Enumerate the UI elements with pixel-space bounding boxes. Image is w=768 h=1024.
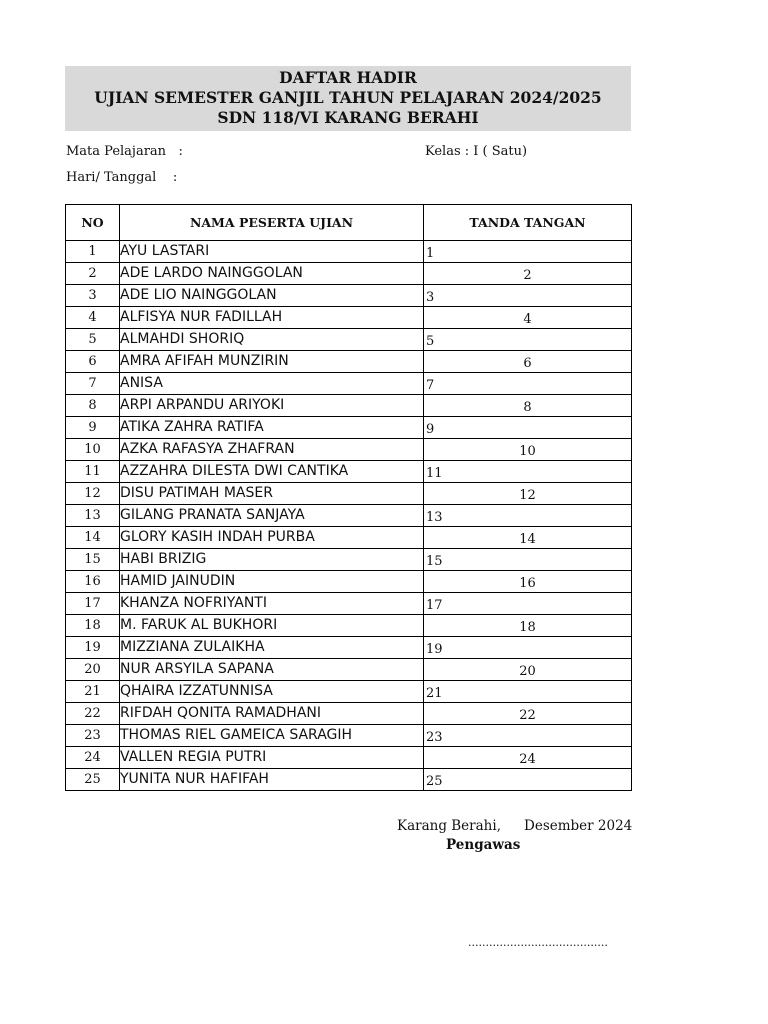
signature-number: 4: [523, 312, 532, 327]
signature-cell[interactable]: [424, 285, 632, 307]
signature-cell[interactable]: [424, 241, 632, 263]
signature-number: 2: [523, 268, 532, 283]
row-number: 12: [66, 483, 120, 505]
supervisor-title: Pengawas: [446, 837, 521, 853]
row-number: 10: [66, 439, 120, 461]
table-row: [66, 505, 632, 527]
signature-number: 12: [519, 488, 536, 503]
signature-number: 23: [426, 730, 443, 745]
title-line-3: SDN 118/VI KARANG BERAHI: [217, 108, 479, 127]
row-number: 6: [66, 351, 120, 373]
participant-name: ALFISYA NUR FADILLAH: [120, 307, 424, 329]
table-row: [66, 615, 632, 637]
participant-name: HABI BRIZIG: [120, 549, 424, 571]
signature-number: 21: [426, 686, 443, 701]
participant-name: NUR ARSYILA SAPANA: [120, 659, 424, 681]
row-number: 25: [66, 769, 120, 791]
signature-cell[interactable]: [424, 483, 632, 505]
row-number: 14: [66, 527, 120, 549]
row-number: 3: [66, 285, 120, 307]
signature-cell[interactable]: [424, 703, 632, 725]
row-number: 20: [66, 659, 120, 681]
table-row: [66, 659, 632, 681]
participant-name: RIFDAH QONITA RAMADHANI: [120, 703, 424, 725]
participant-name: DISU PATIMAH MASER: [120, 483, 424, 505]
document-title-band: [65, 66, 631, 131]
table-row: [66, 373, 632, 395]
signature-cell[interactable]: [424, 329, 632, 351]
signature-number: 7: [426, 378, 435, 393]
signature-cell[interactable]: [424, 637, 632, 659]
signature-cell[interactable]: [424, 593, 632, 615]
signature-number: 8: [523, 400, 532, 415]
row-number: 2: [66, 263, 120, 285]
participant-name: MIZZIANA ZULAIKHA: [120, 637, 424, 659]
signature-cell[interactable]: [424, 549, 632, 571]
signature-cell[interactable]: [424, 263, 632, 285]
participant-name: ANISA: [120, 373, 424, 395]
signature-cell[interactable]: [424, 571, 632, 593]
participant-name: AYU LASTARI: [120, 241, 424, 263]
signature-number: 20: [519, 664, 536, 679]
participant-name: VALLEN REGIA PUTRI: [120, 747, 424, 769]
row-number: 7: [66, 373, 120, 395]
table-row: [66, 747, 632, 769]
signature-number: 16: [519, 576, 536, 591]
signature-cell[interactable]: [424, 505, 632, 527]
participant-name: ADE LIO NAINGGOLAN: [120, 285, 424, 307]
signature-cell[interactable]: [424, 659, 632, 681]
row-number: 13: [66, 505, 120, 527]
table-row: [66, 241, 632, 263]
row-number: 8: [66, 395, 120, 417]
subject-label: Mata Pelajaran :: [66, 144, 183, 159]
row-number: 19: [66, 637, 120, 659]
signature-number: 22: [519, 708, 536, 723]
row-number: 9: [66, 417, 120, 439]
column-header-no: NO: [66, 205, 120, 241]
signature-cell[interactable]: [424, 395, 632, 417]
signature-cell[interactable]: [424, 615, 632, 637]
date-label: Hari/ Tanggal :: [66, 170, 178, 185]
footer-date: Desember 2024: [524, 818, 633, 834]
signature-number: 9: [426, 422, 435, 437]
table-header-row: [66, 205, 632, 241]
table-row: [66, 461, 632, 483]
signature-cell[interactable]: [424, 747, 632, 769]
signature-cell[interactable]: [424, 725, 632, 747]
row-number: 23: [66, 725, 120, 747]
signature-cell[interactable]: [424, 527, 632, 549]
signature-number: 6: [523, 356, 532, 371]
attendance-table: [65, 204, 632, 791]
table-row: [66, 549, 632, 571]
participant-name: YUNITA NUR HAFIFAH: [120, 769, 424, 791]
row-number: 5: [66, 329, 120, 351]
table-row: [66, 527, 632, 549]
table-body: [66, 241, 632, 791]
row-number: 22: [66, 703, 120, 725]
signature-cell[interactable]: [424, 307, 632, 329]
signature-number: 3: [426, 290, 435, 305]
signature-cell[interactable]: [424, 373, 632, 395]
row-number: 21: [66, 681, 120, 703]
table-row: [66, 483, 632, 505]
participant-name: KHANZA NOFRIYANTI: [120, 593, 424, 615]
participant-name: HAMID JAINUDIN: [120, 571, 424, 593]
table-row: [66, 417, 632, 439]
participant-name: GILANG PRANATA SANJAYA: [120, 505, 424, 527]
participant-name: ARPI ARPANDU ARIYOKI: [120, 395, 424, 417]
signature-number: 14: [519, 532, 536, 547]
signature-cell[interactable]: [424, 769, 632, 791]
participant-name: AMRA AFIFAH MUNZIRIN: [120, 351, 424, 373]
participant-name: ATIKA ZAHRA RATIFA: [120, 417, 424, 439]
participant-name: ADE LARDO NAINGGOLAN: [120, 263, 424, 285]
title-line-1: DAFTAR HADIR: [279, 68, 417, 87]
signature-number: 25: [426, 774, 443, 789]
signature-cell[interactable]: [424, 439, 632, 461]
table-row: [66, 395, 632, 417]
signature-number: 18: [519, 620, 536, 635]
row-number: 18: [66, 615, 120, 637]
table-row: [66, 351, 632, 373]
row-number: 16: [66, 571, 120, 593]
footer-place: Karang Berahi,: [397, 818, 501, 834]
participant-name: GLORY KASIH INDAH PURBA: [120, 527, 424, 549]
column-header-name: NAMA PESERTA UJIAN: [120, 205, 424, 241]
table-row: [66, 637, 632, 659]
table-row: [66, 593, 632, 615]
signature-number: 13: [426, 510, 443, 525]
participant-name: AZZAHRA DILESTA DWI CANTIKA: [120, 461, 424, 483]
participant-name: QHAIRA IZZATUNNISA: [120, 681, 424, 703]
participant-name: M. FARUK AL BUKHORI: [120, 615, 424, 637]
table-row: [66, 681, 632, 703]
row-number: 17: [66, 593, 120, 615]
table-row: [66, 725, 632, 747]
table-row: [66, 769, 632, 791]
signature-line: ........................................: [468, 936, 608, 949]
signature-number: 15: [426, 554, 443, 569]
participant-name: ALMAHDI SHORIQ: [120, 329, 424, 351]
column-header-signature: TANDA TANGAN: [424, 205, 632, 241]
table-row: [66, 571, 632, 593]
signature-number: 5: [426, 334, 435, 349]
signature-number: 11: [426, 466, 443, 481]
row-number: 24: [66, 747, 120, 769]
footer-place-date: [397, 818, 632, 834]
table-row: [66, 439, 632, 461]
signature-cell[interactable]: [424, 417, 632, 439]
table-row: [66, 263, 632, 285]
signature-cell[interactable]: [424, 681, 632, 703]
signature-number: 1: [426, 246, 435, 261]
title-line-2: UJIAN SEMESTER GANJIL TAHUN PELAJARAN 2024/2025: [94, 88, 602, 107]
class-label: Kelas : I ( Satu): [425, 144, 528, 159]
table-row: [66, 703, 632, 725]
row-number: 11: [66, 461, 120, 483]
signature-number: 24: [519, 752, 536, 767]
participant-name: AZKA RAFASYA ZHAFRAN: [120, 439, 424, 461]
signature-cell[interactable]: [424, 351, 632, 373]
table-row: [66, 329, 632, 351]
row-number: 4: [66, 307, 120, 329]
row-number: 15: [66, 549, 120, 571]
signature-number: 19: [426, 642, 443, 657]
signature-number: 17: [426, 598, 443, 613]
signature-number: 10: [519, 444, 536, 459]
row-number: 1: [66, 241, 120, 263]
table-row: [66, 307, 632, 329]
table-row: [66, 285, 632, 307]
participant-name: THOMAS RIEL GAMEICA SARAGIH: [120, 725, 424, 747]
signature-cell[interactable]: [424, 461, 632, 483]
